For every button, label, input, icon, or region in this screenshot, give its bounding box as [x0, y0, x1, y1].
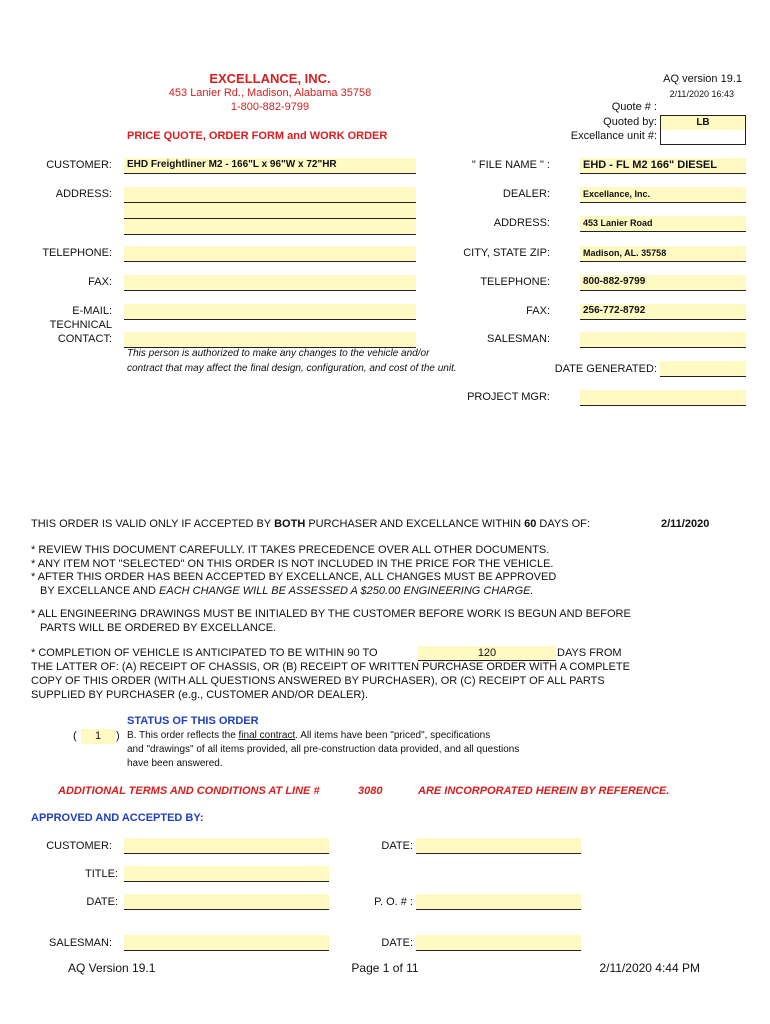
tech-note-line1: This person is authorized to make any changes to the vehicle and/or	[127, 348, 430, 359]
dealer-field[interactable]: Excellance, Inc.	[580, 187, 746, 203]
status-line1-post: . All items have been "priced", specifications	[295, 730, 491, 741]
salesman-label: SALESMAN:	[487, 333, 550, 345]
customer-field[interactable]: EHD Freightliner M2 - 166"L x 96"W x 72"HR	[124, 158, 416, 174]
address-line3-field[interactable]	[124, 219, 416, 235]
approval-po-label: P. O. # :	[374, 896, 413, 908]
city-state-zip-field[interactable]: Madison, AL. 35758	[580, 246, 746, 262]
footer-version: AQ Version 19.1	[68, 961, 156, 975]
quoted-by-field[interactable]: LB	[660, 115, 746, 131]
status-line3: have been answered.	[127, 758, 223, 769]
footer-datetime: 2/11/2020 4:44 PM	[599, 961, 700, 975]
quote-number-field[interactable]	[660, 101, 746, 116]
completion-line3: COPY OF THIS ORDER (WITH ALL QUESTIONS ANSWERED BY PURCHASER), OR (C) RECEIPT OF ALL PARTS	[31, 675, 605, 687]
completion-line2: THE LATTER OF: (A) RECEIPT OF CHASSIS, OR (B) RECEIPT OF WRITTEN PURCHASE ORDER WITH A COMPLETE	[31, 661, 630, 673]
status-close-paren: )	[116, 730, 120, 742]
status-line1-pre: B. This order reflects the	[127, 730, 239, 741]
completion-text-post: DAYS FROM	[557, 647, 622, 659]
company-phone: 1-800-882-9799	[230, 101, 310, 113]
status-line1	[127, 730, 490, 741]
form-title: PRICE QUOTE, ORDER FORM and WORK ORDER	[127, 130, 388, 142]
approval-heading: APPROVED AND ACCEPTED BY:	[31, 812, 204, 824]
footer-page-number: Page 1 of 11	[351, 961, 419, 975]
engineering-charge-text: EACH CHANGE WILL BE ASSESSED A $250.00 ENGINEERING CHARGE.	[159, 585, 534, 597]
email-label: E-MAIL:	[72, 305, 112, 317]
approval-po-field[interactable]	[416, 894, 581, 910]
dealer-telephone-label: TELEPHONE:	[480, 276, 550, 288]
approval-date1-label: DATE:	[381, 840, 413, 852]
date-generated-field[interactable]	[660, 361, 746, 377]
company-name: EXCELLANCE, INC.	[209, 71, 331, 86]
validity-both: BOTH	[274, 518, 306, 530]
filename-field[interactable]: EHD - FL M2 166" DIESEL	[580, 158, 746, 174]
bullet-drawings: * ALL ENGINEERING DRAWINGS MUST BE INITIALED BY THE CUSTOMER BEFORE WORK IS BEGUN AND BEFORE	[31, 608, 631, 620]
salesman-field[interactable]	[580, 332, 746, 348]
dealer-telephone-field[interactable]: 800-882-9799	[580, 275, 746, 291]
approval-date3-label: DATE:	[381, 937, 413, 949]
telephone-field[interactable]	[124, 246, 416, 262]
approval-date3-field[interactable]	[416, 935, 581, 951]
approval-title-field[interactable]	[124, 866, 329, 882]
approval-date2-label: DATE:	[86, 896, 118, 908]
approval-date1-field[interactable]	[416, 838, 581, 854]
excellance-unit-label: Excellance unit #:	[570, 130, 657, 142]
bullet-review: * REVIEW THIS DOCUMENT CAREFULLY. IT TAKES PRECEDENCE OVER ALL OTHER DOCUMENTS.	[31, 544, 550, 556]
customer-label: CUSTOMER:	[46, 159, 112, 171]
additional-terms-line: 3080	[358, 785, 383, 797]
address-label: ADDRESS:	[55, 188, 112, 200]
city-state-zip-label: CITY, STATE ZIP:	[463, 247, 550, 259]
dealer-fax-label: FAX:	[526, 305, 550, 317]
bullet-changes: * AFTER THIS ORDER HAS BEEN ACCEPTED BY EXCELLANCE, ALL CHANGES MUST BE APPROVED	[31, 571, 557, 583]
filename-label: " FILE NAME " :	[471, 159, 550, 171]
fax-field[interactable]	[124, 275, 416, 291]
address-line2-field[interactable]	[124, 203, 416, 219]
timestamp: 2/11/2020 16:43	[669, 89, 734, 99]
status-line2: and "drawings" of all items provided, all pre-construction data provided, and all questions	[127, 744, 520, 755]
validity-days: 60	[524, 518, 537, 530]
validity-text-post: DAYS OF:	[536, 518, 590, 530]
status-heading: STATUS OF THIS ORDER	[127, 715, 259, 727]
quote-number-label: Quote # :	[611, 101, 657, 113]
quoted-by-label: Quoted by:	[603, 116, 657, 128]
dealer-fax-field[interactable]: 256-772-8792	[580, 304, 746, 320]
approval-salesman-label: SALESMAN:	[49, 937, 112, 949]
validity-text-pre: THIS ORDER IS VALID ONLY IF ACCEPTED BY	[31, 518, 275, 530]
status-open-paren: (	[73, 730, 77, 742]
date-generated-label: DATE GENERATED:	[554, 363, 657, 375]
approval-customer-field[interactable]	[124, 838, 329, 854]
contact-label: CONTACT:	[57, 333, 112, 345]
approval-salesman-field[interactable]	[124, 935, 329, 951]
technical-contact-field[interactable]	[124, 332, 416, 348]
fax-label: FAX:	[88, 276, 112, 288]
status-value-field[interactable]: 1	[81, 729, 115, 744]
tech-note-line2: contract that may affect the final design, configuration, and cost of the unit.	[127, 363, 457, 374]
project-mgr-label: PROJECT MGR:	[467, 391, 550, 403]
validity-text-mid: PURCHASER AND EXCELLANCE WITHIN	[305, 518, 525, 530]
approval-date2-field[interactable]	[124, 894, 329, 910]
completion-line4: SUPPLIED BY PURCHASER (e.g., CUSTOMER AND/OR DEALER).	[31, 689, 369, 701]
version-label: AQ version 19.1	[663, 73, 742, 85]
excellance-unit-field[interactable]	[660, 130, 746, 145]
email-field[interactable]	[124, 304, 416, 320]
bullet-not-selected: * ANY ITEM NOT "SELECTED" ON THIS ORDER IS NOT INCLUDED IN THE PRICE FOR THE VEHICLE.	[31, 558, 554, 570]
approval-title-label: TITLE:	[84, 868, 118, 880]
final-contract-text: final contract	[238, 730, 296, 741]
completion-days-field[interactable]: 120	[418, 646, 556, 661]
bullet-drawings-line2: PARTS WILL BE ORDERED BY EXCELLANCE.	[40, 622, 277, 634]
telephone-label: TELEPHONE:	[42, 247, 112, 259]
validity-statement	[31, 518, 590, 530]
dealer-address-label: ADDRESS:	[493, 217, 550, 229]
completion-text-pre: * COMPLETION OF VEHICLE IS ANTICIPATED TO BE WITHIN 90 TO	[31, 647, 378, 659]
technical-label: TECHNICAL	[49, 319, 112, 331]
dealer-address-field[interactable]: 453 Lanier Road	[580, 216, 746, 232]
additional-terms-post: ARE INCORPORATED HEREIN BY REFERENCE.	[418, 785, 670, 797]
validity-date: 2/11/2020	[661, 518, 710, 530]
additional-terms-pre: ADDITIONAL TERMS AND CONDITIONS AT LINE #	[58, 785, 320, 797]
project-mgr-field[interactable]	[580, 390, 746, 406]
bullet-changes-line2	[40, 585, 534, 597]
address-line1-field[interactable]	[124, 187, 416, 203]
company-address: 453 Lanier Rd., Madison, Alabama 35758	[168, 87, 372, 99]
bullet-changes-pre: BY EXCELLANCE AND	[40, 585, 160, 597]
dealer-label: DEALER:	[502, 188, 550, 200]
approval-customer-label: CUSTOMER:	[46, 840, 112, 852]
